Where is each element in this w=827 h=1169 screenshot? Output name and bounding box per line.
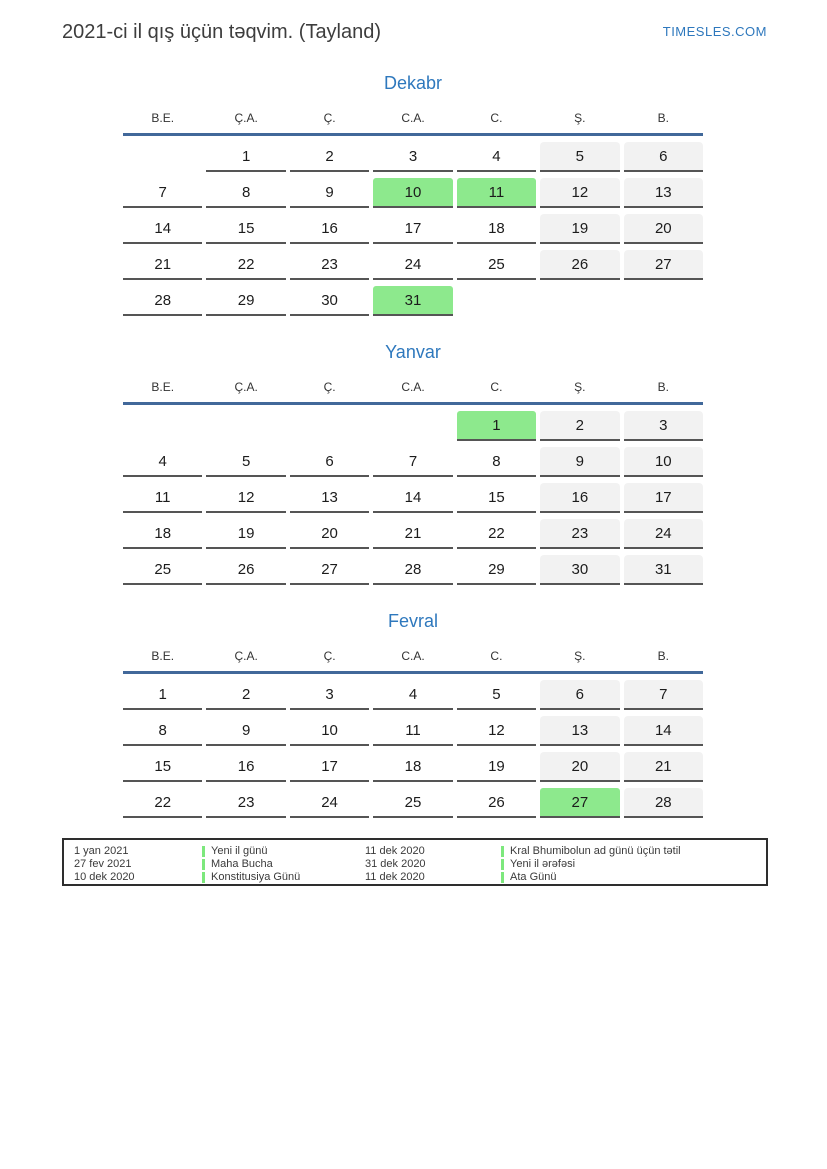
day-cell: 16: [206, 752, 285, 782]
day-cell: 4: [457, 142, 536, 172]
day-cell: 23: [290, 250, 369, 280]
weekday-header-row: [123, 379, 703, 405]
weekday-header: B.: [657, 649, 669, 663]
weekday-header: B.E.: [151, 111, 175, 125]
weekday-header: C.A.: [401, 111, 425, 125]
weekend-day-cell: 26: [540, 250, 619, 280]
weekend-day-cell: 3: [624, 411, 703, 441]
site-link[interactable]: TIMESLES.COM: [662, 24, 767, 39]
day-cell: 17: [373, 214, 452, 244]
day-cell: 20: [290, 519, 369, 549]
weekday-header: Ş.: [574, 380, 586, 394]
page-title: 2021-ci il qış üçün təqvim. (Tayland): [62, 21, 382, 43]
weekend-day-cell: 6: [624, 142, 703, 172]
day-cell: 19: [457, 752, 536, 782]
weekday-header: Ç.A.: [234, 380, 258, 394]
day-cell: 22: [457, 519, 536, 549]
day-cell: 26: [206, 555, 285, 585]
day-cell: 1: [123, 680, 202, 710]
day-cell: 30: [290, 286, 369, 316]
weekend-day-cell: 6: [540, 680, 619, 710]
legend-holiday-label: Maha Bucha: [211, 858, 273, 870]
weekday-header: B.: [657, 380, 669, 394]
day-cell: 29: [457, 555, 536, 585]
legend-holiday: [501, 871, 766, 884]
legend-holiday-label: Konstitusiya Günü: [211, 871, 301, 883]
weekend-day-cell: 20: [540, 752, 619, 782]
day-cell: 11: [373, 716, 452, 746]
days-grid: [123, 142, 703, 316]
empty-cell: [373, 411, 452, 439]
day-cell: 21: [123, 250, 202, 280]
weekday-header: B.E.: [151, 649, 175, 663]
month-title: Fevral: [387, 611, 438, 631]
days-grid: [123, 411, 703, 585]
legend-holiday: [501, 845, 766, 858]
holiday-marker-bar: [202, 872, 205, 883]
weekend-day-cell: 13: [624, 178, 703, 208]
weekend-day-cell: 12: [540, 178, 619, 208]
day-cell: 18: [457, 214, 536, 244]
day-cell: 28: [123, 286, 202, 316]
day-cell: 25: [373, 788, 452, 818]
weekend-day-cell: 10: [624, 447, 703, 477]
day-cell: 2: [206, 680, 285, 710]
month-fevral: [123, 608, 703, 818]
day-cell: 12: [457, 716, 536, 746]
legend-holiday: [501, 858, 766, 871]
holiday-marker-bar: [202, 859, 205, 870]
weekday-header-row: [123, 110, 703, 136]
day-cell: 9: [290, 178, 369, 208]
legend-holiday-label: Yeni il ərəfəsi: [510, 858, 576, 870]
days-grid: [123, 680, 703, 818]
holiday-day-cell: 1: [457, 411, 536, 441]
day-cell: 15: [206, 214, 285, 244]
legend-box: [62, 838, 768, 886]
month-title: Yanvar: [385, 342, 441, 362]
day-cell: 22: [206, 250, 285, 280]
weekend-day-cell: 14: [624, 716, 703, 746]
day-cell: 10: [290, 716, 369, 746]
weekday-header: Ç.: [323, 649, 336, 663]
day-cell: 5: [206, 447, 285, 477]
empty-cell: [206, 411, 285, 439]
day-cell: 18: [373, 752, 452, 782]
weekend-day-cell: 17: [624, 483, 703, 513]
legend-holidays-column: [202, 845, 365, 884]
holiday-marker-bar: [501, 859, 504, 870]
legend-date: 1 yan 2021: [74, 845, 129, 857]
day-cell: 24: [290, 788, 369, 818]
weekend-day-cell: 31: [624, 555, 703, 585]
day-cell: 11: [123, 483, 202, 513]
weekend-day-cell: 13: [540, 716, 619, 746]
weekday-header: C.: [490, 380, 503, 394]
weekday-header: Ç.A.: [234, 111, 258, 125]
empty-cell: [457, 286, 536, 314]
legend-holiday-label: Kral Bhumibolun ad günü üçün tətil: [510, 845, 681, 857]
day-cell: 24: [373, 250, 452, 280]
holiday-marker-bar: [501, 872, 504, 883]
day-cell: 7: [373, 447, 452, 477]
day-cell: 29: [206, 286, 285, 316]
holiday-marker-bar: [202, 846, 205, 857]
day-cell: 14: [123, 214, 202, 244]
weekend-day-cell: 2: [540, 411, 619, 441]
empty-cell: [624, 286, 703, 314]
day-cell: 19: [206, 519, 285, 549]
holiday-day-cell: 31: [373, 286, 452, 316]
legend-date: 11 dek 2020: [365, 845, 425, 857]
day-cell: 15: [457, 483, 536, 513]
weekday-header: Ç.: [323, 111, 336, 125]
legend-holiday-label: Yeni il günü: [211, 845, 268, 857]
day-cell: 4: [373, 680, 452, 710]
weekday-header: C.A.: [401, 380, 425, 394]
weekend-day-cell: 7: [624, 680, 703, 710]
weekend-day-cell: 28: [624, 788, 703, 818]
day-cell: 18: [123, 519, 202, 549]
weekend-day-cell: 9: [540, 447, 619, 477]
day-cell: 7: [123, 178, 202, 208]
day-cell: 3: [373, 142, 452, 172]
weekday-header: C.: [490, 649, 503, 663]
day-cell: 17: [290, 752, 369, 782]
holiday-day-cell: 27: [540, 788, 619, 818]
day-cell: 13: [290, 483, 369, 513]
empty-cell: [123, 411, 202, 439]
day-cell: 25: [123, 555, 202, 585]
month-yanvar: [123, 339, 703, 585]
day-cell: 8: [206, 178, 285, 208]
day-cell: 9: [206, 716, 285, 746]
day-cell: 8: [457, 447, 536, 477]
month-dekabr: [123, 70, 703, 316]
legend-date: 11 dek 2020: [365, 871, 425, 883]
day-cell: 22: [123, 788, 202, 818]
day-cell: 12: [206, 483, 285, 513]
legend-holiday: [202, 845, 365, 858]
legend-date: 10 dek 2020: [74, 871, 135, 883]
weekday-header: Ç.A.: [234, 649, 258, 663]
weekend-day-cell: 27: [624, 250, 703, 280]
day-cell: 27: [290, 555, 369, 585]
legend-holidays-column: [501, 845, 766, 884]
holiday-marker-bar: [501, 846, 504, 857]
weekend-day-cell: 30: [540, 555, 619, 585]
day-cell: 26: [457, 788, 536, 818]
weekend-day-cell: 5: [540, 142, 619, 172]
legend-dates-column: [74, 845, 202, 884]
day-cell: 16: [290, 214, 369, 244]
day-cell: 5: [457, 680, 536, 710]
day-cell: 4: [123, 447, 202, 477]
weekend-day-cell: 21: [624, 752, 703, 782]
weekend-day-cell: 19: [540, 214, 619, 244]
weekday-header: Ç.: [323, 380, 336, 394]
weekday-header-row: [123, 648, 703, 674]
day-cell: 28: [373, 555, 452, 585]
weekday-header: Ş.: [574, 649, 586, 663]
day-cell: 14: [373, 483, 452, 513]
weekend-day-cell: 16: [540, 483, 619, 513]
day-cell: 15: [123, 752, 202, 782]
day-cell: 25: [457, 250, 536, 280]
month-title: Dekabr: [383, 73, 443, 93]
weekday-header: Ş.: [574, 111, 586, 125]
empty-cell: [123, 142, 202, 170]
day-cell: 3: [290, 680, 369, 710]
day-cell: 6: [290, 447, 369, 477]
legend-holiday: [202, 858, 365, 871]
weekday-header: B.E.: [151, 380, 175, 394]
holiday-day-cell: 11: [457, 178, 536, 208]
weekend-day-cell: 20: [624, 214, 703, 244]
day-cell: 1: [206, 142, 285, 172]
legend-holiday-label: Ata Günü: [510, 871, 557, 883]
weekend-day-cell: 24: [624, 519, 703, 549]
legend-date: 31 dek 2020: [365, 858, 426, 870]
day-cell: 8: [123, 716, 202, 746]
day-cell: 21: [373, 519, 452, 549]
legend-dates-column: [365, 845, 501, 884]
holiday-day-cell: 10: [373, 178, 452, 208]
empty-cell: [540, 286, 619, 314]
weekday-header: B.: [657, 111, 669, 125]
legend-date: 27 fev 2021: [74, 858, 132, 870]
day-cell: 2: [290, 142, 369, 172]
legend-holiday: [202, 871, 365, 884]
weekday-header: C.: [490, 111, 503, 125]
weekend-day-cell: 23: [540, 519, 619, 549]
empty-cell: [290, 411, 369, 439]
weekday-header: C.A.: [401, 649, 425, 663]
day-cell: 23: [206, 788, 285, 818]
